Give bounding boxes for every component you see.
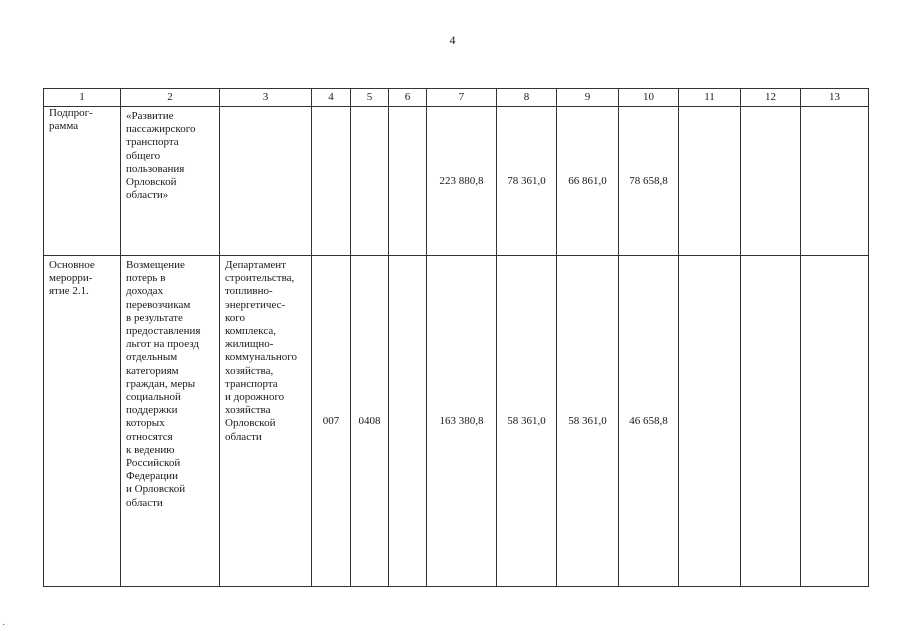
amount-year-1: 78 361,0 <box>507 175 546 187</box>
cell-value <box>679 107 740 255</box>
amount-year-3: 78 658,8 <box>629 175 668 187</box>
row-executor-cell <box>220 107 312 256</box>
page-number: 4 <box>449 33 456 47</box>
amount-cell <box>557 256 619 587</box>
amount-cell <box>497 256 557 587</box>
section-value <box>351 107 388 255</box>
column-header: 13 <box>801 89 869 107</box>
table-row-measure <box>44 256 869 587</box>
empty-cell <box>389 107 427 256</box>
cell-value <box>389 256 426 586</box>
cell-value <box>801 107 868 255</box>
amount-cell <box>619 256 679 587</box>
empty-cell <box>389 256 427 587</box>
code-value: 007 <box>322 415 340 427</box>
column-header: 7 <box>427 89 497 107</box>
empty-cell <box>741 107 801 256</box>
empty-cell <box>741 256 801 587</box>
row-executor-text <box>220 107 311 110</box>
row-name-cell <box>121 256 220 587</box>
empty-cell <box>679 107 741 256</box>
empty-cell <box>801 256 869 587</box>
column-header: 8 <box>497 89 557 107</box>
amount-year-2: 66 861,0 <box>568 175 607 187</box>
column-header: 5 <box>351 89 389 107</box>
amount-cell <box>557 107 619 256</box>
column-header: 10 <box>619 89 679 107</box>
row-name-cell <box>121 107 220 256</box>
empty-cell <box>801 107 869 256</box>
table-row-subprogram <box>44 107 869 256</box>
amount-total: 163 380,8 <box>439 415 484 427</box>
row-name-text: «Развитие пассажирского транспорта общего пользования Орловской области» <box>126 110 196 202</box>
row-type-text: Основное мероpри- ятие 2.1. <box>49 259 95 298</box>
row-type-cell <box>44 256 121 587</box>
section-cell <box>351 107 389 256</box>
table-header-row <box>44 89 869 107</box>
amount-year-1: 58 361,0 <box>507 415 546 427</box>
row-executor-text: Департамент строительства, топливно- энергетичес- кого комплекса, жилищно- коммунального хозяйства, транспорта и дорожного хозяйства Орловской области <box>225 259 297 443</box>
cell-value <box>741 256 800 586</box>
column-header: 9 <box>557 89 619 107</box>
row-type-text: Подпрог- рамма <box>49 107 93 133</box>
empty-cell <box>679 256 741 587</box>
column-header: 4 <box>312 89 351 107</box>
row-name-text: Возмещение потерь в доходах перевозчикам в результате предоставления льгот на проезд отдельным категориям граждан, меры социальной поддержки которых относятся к ведению Российской Федерации и Орловской области <box>126 259 201 509</box>
amount-year-3: 46 658,8 <box>629 415 668 427</box>
amount-cell <box>497 107 557 256</box>
program-table <box>43 88 869 587</box>
code-cell <box>312 107 351 256</box>
row-executor-cell <box>220 256 312 587</box>
amount-cell <box>427 107 497 256</box>
column-header: 12 <box>741 89 801 107</box>
section-value: 0408 <box>358 415 381 427</box>
amount-cell <box>619 107 679 256</box>
column-header: 1 <box>44 89 121 107</box>
cell-value <box>679 256 740 586</box>
code-value <box>312 107 350 255</box>
column-header: 3 <box>220 89 312 107</box>
column-header: 6 <box>389 89 427 107</box>
row-type-cell <box>44 107 121 256</box>
amount-year-2: 58 361,0 <box>568 415 607 427</box>
column-header: 11 <box>679 89 741 107</box>
scan-speck: · <box>2 620 6 631</box>
cell-value <box>389 107 426 255</box>
amount-total: 223 880,8 <box>439 175 484 187</box>
column-header: 2 <box>121 89 220 107</box>
amount-cell <box>427 256 497 587</box>
section-cell <box>351 256 389 587</box>
cell-value <box>741 107 800 255</box>
code-cell <box>312 256 351 587</box>
cell-value <box>801 256 868 586</box>
